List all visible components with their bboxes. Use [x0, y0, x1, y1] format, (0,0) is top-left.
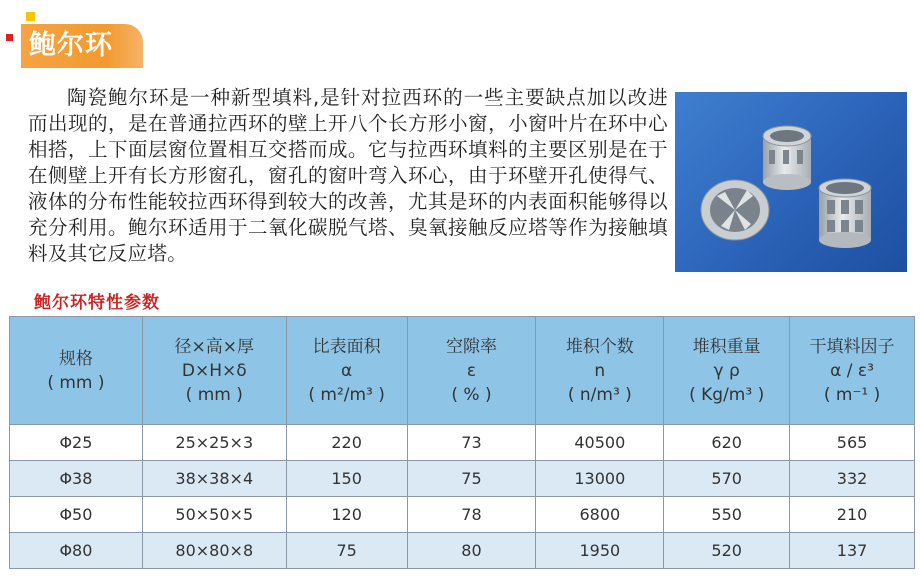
- spec-table: [9, 316, 915, 569]
- table-row: [10, 425, 915, 461]
- table-cell: 520: [664, 533, 790, 569]
- table-cell: 120: [286, 497, 407, 533]
- table-cell: 78: [407, 497, 536, 533]
- table-cell: 75: [407, 461, 536, 497]
- table-cell: Φ50: [10, 497, 143, 533]
- product-description: 陶瓷鲍尔环是一种新型填料,是针对拉西环的一些主要缺点加以改进而出现的，是在普通拉西环的壁上开八个长方形小窗，小窗叶片在环中心相搭，上下面层窗位置相互交搭而成。它与拉西环填料的主要区别是在于在侧壁上开有长方形窗孔，窗孔的窗叶弯入环心，由于环壁开孔使得气、液体的分布性能较拉西环得到较大的改善，尤其是环的内表面积能够得以充分利用。鲍尔环适用于二氧化碳脱气塔、臭氧接触反应塔等作为接触填料及其它反应塔。: [28, 86, 668, 265]
- table-cell: Φ25: [10, 425, 143, 461]
- table-row: [10, 497, 915, 533]
- product-photo: [675, 92, 907, 272]
- table-cell: Φ38: [10, 461, 143, 497]
- table-cell: 565: [790, 425, 915, 461]
- page-title: 鲍尔环: [29, 30, 113, 61]
- decorative-square-yellow: [26, 12, 35, 21]
- column-header: 堆积个数 n ( n/m³ ): [536, 317, 664, 425]
- table-row: [10, 533, 915, 569]
- table-cell: 6800: [536, 497, 664, 533]
- table-row: [10, 461, 915, 497]
- table-header-row: [10, 317, 915, 425]
- table-cell: 220: [286, 425, 407, 461]
- table-cell: 150: [286, 461, 407, 497]
- decorative-square-red: [6, 34, 13, 41]
- table-title: 鲍尔环特性参数: [34, 293, 160, 313]
- table-cell: 75: [286, 533, 407, 569]
- table-cell: 80×80×8: [142, 533, 286, 569]
- table-cell: 137: [790, 533, 915, 569]
- table-cell: 550: [664, 497, 790, 533]
- table-cell: 13000: [536, 461, 664, 497]
- column-header: 径×高×厚 D×H×δ ( mm ): [142, 317, 286, 425]
- title-tab: [21, 24, 143, 68]
- table-cell: 73: [407, 425, 536, 461]
- table-cell: 570: [664, 461, 790, 497]
- table-cell: 38×38×4: [142, 461, 286, 497]
- table-cell: 50×50×5: [142, 497, 286, 533]
- column-header: 规格 ( mm ): [10, 317, 143, 425]
- table-cell: 620: [664, 425, 790, 461]
- table-cell: 1950: [536, 533, 664, 569]
- table-cell: 332: [790, 461, 915, 497]
- table-cell: Φ80: [10, 533, 143, 569]
- table-cell: 40500: [536, 425, 664, 461]
- table-cell: 80: [407, 533, 536, 569]
- table-cell: 25×25×3: [142, 425, 286, 461]
- column-header: 堆积重量 γ ρ ( Kg/m³ ): [664, 317, 790, 425]
- column-header: 空隙率 ε ( % ): [407, 317, 536, 425]
- column-header: 比表面积 α ( m²/m³ ): [286, 317, 407, 425]
- column-header: 干填料因子 α / ε³ ( m⁻¹ ): [790, 317, 915, 425]
- pall-rings-image: [675, 92, 907, 272]
- table-cell: 210: [790, 497, 915, 533]
